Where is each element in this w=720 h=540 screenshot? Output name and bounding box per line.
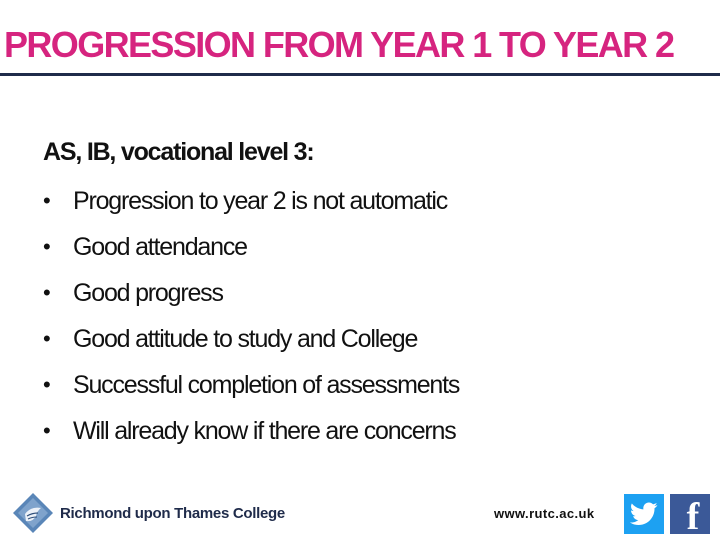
- bullet-icon: •: [43, 326, 51, 351]
- slide-title: PROGRESSION FROM YEAR 1 TO YEAR 2: [4, 24, 674, 65]
- list-item: [43, 270, 683, 316]
- bullet-icon: •: [43, 188, 51, 213]
- list-item-text: Will already know if there are concerns: [73, 417, 456, 445]
- list-item: [43, 408, 683, 454]
- list-item: [43, 178, 683, 224]
- twitter-icon: [630, 502, 658, 526]
- bullet-icon: •: [43, 280, 51, 305]
- list-item-text: Good attitude to study and College: [73, 325, 418, 353]
- list-item-text: Good attendance: [73, 233, 247, 261]
- list-item: [43, 316, 683, 362]
- bullet-icon: •: [43, 234, 51, 259]
- list-item-text: Good progress: [73, 279, 223, 307]
- slide-body: [43, 132, 683, 454]
- list-item-text: Progression to year 2 is not automatic: [73, 187, 448, 215]
- bullet-icon: •: [43, 418, 51, 443]
- list-item: [43, 224, 683, 270]
- college-logo: [12, 492, 285, 534]
- list-item: [43, 362, 683, 408]
- website-link[interactable]: www.rutc.ac.uk: [494, 506, 595, 521]
- list-item-text: Successful completion of assessments: [73, 371, 460, 399]
- section-heading: AS, IB, vocational level 3:: [43, 138, 314, 166]
- college-emblem-icon: [12, 492, 54, 534]
- college-name: Richmond upon Thames College: [60, 504, 285, 522]
- facebook-button[interactable]: [670, 494, 710, 538]
- facebook-icon: f: [686, 496, 700, 538]
- title-divider: [0, 73, 720, 76]
- twitter-button[interactable]: [624, 494, 664, 534]
- bullet-icon: •: [43, 372, 51, 397]
